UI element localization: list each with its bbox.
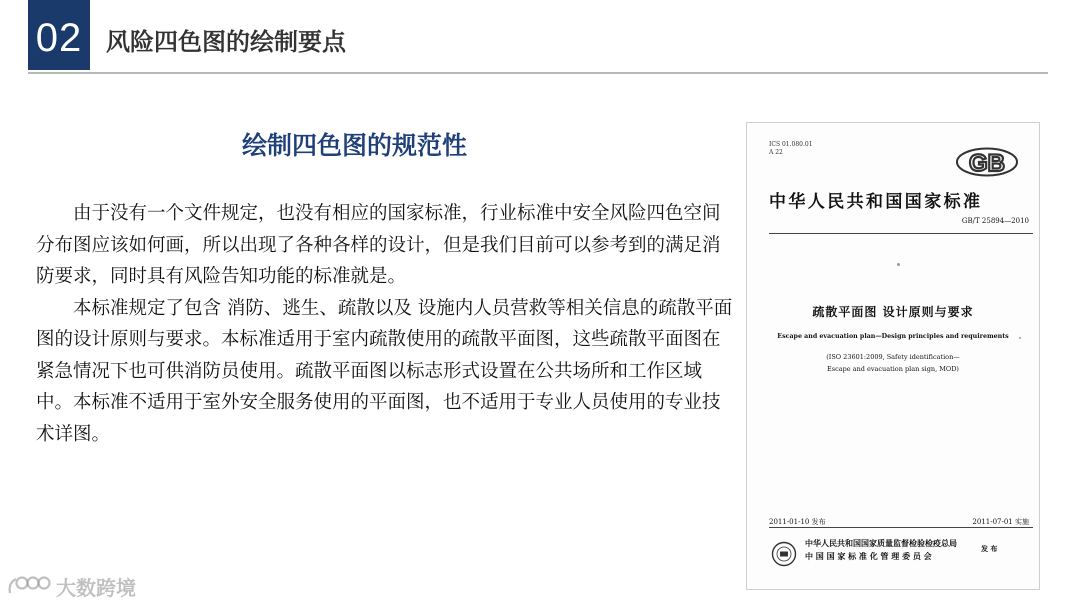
watermark-logo-icon: [6, 571, 52, 601]
issue-date: 2011-01-10 发布: [769, 518, 826, 526]
slide-title: 绘制四色图的规范性: [242, 131, 468, 160]
section-number: 02: [35, 16, 83, 60]
standard-code: GB/T 25894—2010: [961, 217, 1029, 225]
section-number-box: [28, 0, 90, 70]
standard-english-title: Escape and evacuation plan—Design principles and requirements: [777, 333, 1009, 340]
ics-code: [769, 141, 813, 157]
national-standard-heading: 中华人民共和国国家标准: [769, 192, 983, 212]
body-text: [36, 198, 736, 450]
scan-speck: [897, 263, 900, 266]
issuer-line-1: 中华人民共和国国家质量监督检验检疫总局: [805, 538, 957, 548]
cover-divider-top: [769, 233, 1033, 234]
publish-label: 发 布: [981, 544, 998, 553]
issuer-seal-icon: [771, 541, 797, 567]
watermark-text: 大数跨境: [56, 575, 136, 600]
standard-cover-image: [746, 122, 1040, 590]
standard-title: 疏散平面图 设计原则与要求: [812, 305, 974, 319]
svg-text:GB: GB: [969, 150, 1005, 177]
gb-logo-icon: [955, 147, 1019, 177]
iso-line-1: (ISO 23601:2009, Safety identification—: [826, 353, 960, 361]
issuing-authorities: [805, 537, 957, 563]
paragraph-1: 由于没有一个文件规定，也没有相应的国家标准，行业标准中安全风险四色空间分布图应该如何画，所以出现了各种各样的设计，但是我们目前可以参考到的满足消防要求，同时具有风险告知功能的标准就是。: [36, 203, 721, 287]
implement-date: 2011-07-01 实施: [972, 518, 1029, 526]
issuer-line-2: 中 国 国 家 标 准 化 管 理 委 员 会: [805, 551, 932, 561]
cover-divider-bottom: [769, 527, 1033, 528]
ics-line-1: ICS 01.080.01: [769, 141, 813, 148]
iso-line-2: Escape and evacuation plan sign, MOD): [827, 365, 959, 373]
section-title: 风险四色图的绘制要点: [106, 28, 346, 56]
watermark: [6, 570, 136, 602]
ics-line-2: A 22: [769, 149, 783, 156]
header-divider: [28, 72, 1048, 74]
iso-reference: [747, 351, 1039, 375]
paragraph-2: 本标准规定了包含 消防、逃生、疏散以及 设施内人员营救等相关信息的疏散平面图的设计原则与要求。本标准适用于室内疏散使用的疏散平面图，这些疏散平面图在紧急情况下也可供消防员使用。疏散平面图以标志形式设置在公共场所和工作区域中。本标准不适用于室外安全服务使用的平面图，也不适用于专业人员使用的专业技术详图。: [36, 297, 733, 445]
